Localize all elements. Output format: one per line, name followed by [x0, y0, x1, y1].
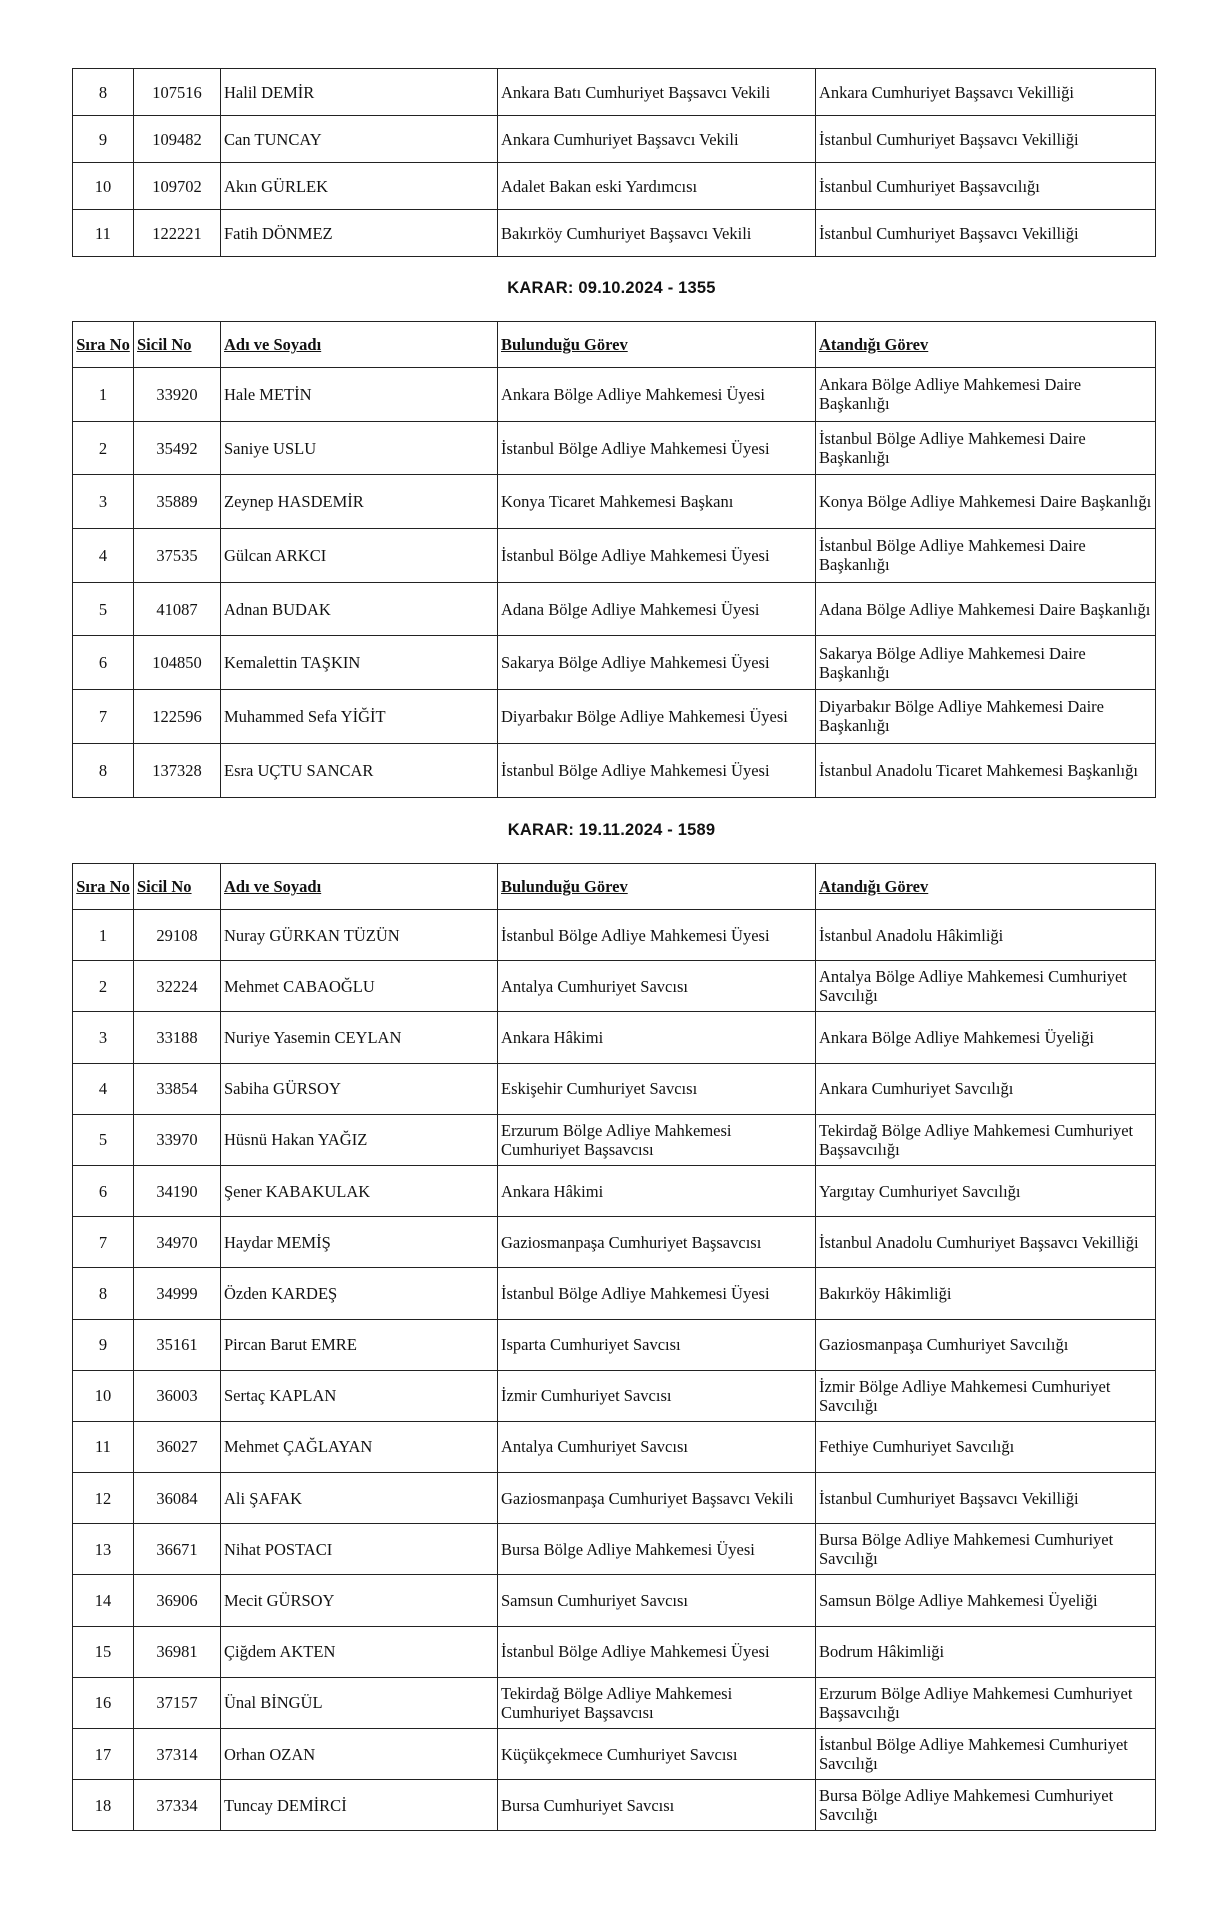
name-cell: Şener KABAKULAK: [221, 1165, 498, 1216]
current-post-cell: Adalet Bakan eski Yardımcısı: [498, 163, 816, 210]
header-sicil-no: Sicil No: [134, 864, 221, 910]
decision-heading-1: KARAR: 09.10.2024 - 1355: [507, 279, 716, 297]
name-cell: Akın GÜRLEK: [221, 163, 498, 210]
assigned-post-cell: İstanbul Cumhuriyet Başsavcı Vekilliği: [816, 1473, 1156, 1524]
assigned-post-cell: Ankara Cumhuriyet Savcılığı: [816, 1063, 1156, 1114]
registry-number-cell: 37314: [134, 1729, 221, 1780]
assigned-post-cell: İstanbul Bölge Adliye Mahkemesi Daire Başkanlığı: [816, 421, 1156, 475]
assigned-post-cell: Antalya Bölge Adliye Mahkemesi Cumhuriyet Savcılığı: [816, 961, 1156, 1012]
row-number-cell: 6: [73, 1165, 134, 1216]
table-row: [73, 163, 1156, 210]
registry-number-cell: 37334: [134, 1780, 221, 1831]
header-assigned-post: Atandığı Görev: [816, 864, 1156, 910]
registry-number-cell: 36671: [134, 1524, 221, 1575]
name-cell: Esra UÇTU SANCAR: [221, 743, 498, 797]
assigned-post-cell: Bodrum Hâkimliği: [816, 1626, 1156, 1677]
current-post-cell: Ankara Hâkimi: [498, 1165, 816, 1216]
row-number-cell: 1: [73, 368, 134, 422]
assigned-post-cell: Sakarya Bölge Adliye Mahkemesi Daire Başkanlığı: [816, 636, 1156, 690]
registry-number-cell: 29108: [134, 910, 221, 961]
header-current-post: Bulunduğu Görev: [498, 322, 816, 368]
current-post-cell: Sakarya Bölge Adliye Mahkemesi Üyesi: [498, 636, 816, 690]
assigned-post-cell: Adana Bölge Adliye Mahkemesi Daire Başkanlığı: [816, 582, 1156, 636]
header-sira-no: Sıra No: [73, 864, 134, 910]
table-row: [73, 116, 1156, 163]
table-row: [73, 475, 1156, 529]
table-row: [73, 1114, 1156, 1165]
name-cell: Hüsnü Hakan YAĞIZ: [221, 1114, 498, 1165]
assigned-post-cell: Diyarbakır Bölge Adliye Mahkemesi Daire Başkanlığı: [816, 690, 1156, 744]
name-cell: Sabiha GÜRSOY: [221, 1063, 498, 1114]
row-number-cell: 9: [73, 1319, 134, 1370]
current-post-cell: İstanbul Bölge Adliye Mahkemesi Üyesi: [498, 1268, 816, 1319]
table-row: [73, 582, 1156, 636]
registry-number-cell: 35492: [134, 421, 221, 475]
table-row: [73, 910, 1156, 961]
row-number-cell: 8: [73, 69, 134, 116]
table-row: [73, 529, 1156, 583]
registry-number-cell: 41087: [134, 582, 221, 636]
table-header-row: [73, 864, 1156, 910]
name-cell: Çiğdem AKTEN: [221, 1626, 498, 1677]
table-row: [73, 1473, 1156, 1524]
assigned-post-cell: İstanbul Anadolu Cumhuriyet Başsavcı Vekilliği: [816, 1217, 1156, 1268]
name-cell: Mecit GÜRSOY: [221, 1575, 498, 1626]
table-row: [73, 1217, 1156, 1268]
assigned-post-cell: İstanbul Cumhuriyet Başsavcılığı: [816, 163, 1156, 210]
current-post-cell: Ankara Hâkimi: [498, 1012, 816, 1063]
registry-number-cell: 33970: [134, 1114, 221, 1165]
name-cell: Özden KARDEŞ: [221, 1268, 498, 1319]
name-cell: Ünal BİNGÜL: [221, 1677, 498, 1728]
current-post-cell: Adana Bölge Adliye Mahkemesi Üyesi: [498, 582, 816, 636]
current-post-cell: Gaziosmanpaşa Cumhuriyet Başsavcısı: [498, 1217, 816, 1268]
row-number-cell: 7: [73, 690, 134, 744]
registry-number-cell: 109482: [134, 116, 221, 163]
registry-number-cell: 104850: [134, 636, 221, 690]
table-header-row: [73, 322, 1156, 368]
row-number-cell: 16: [73, 1677, 134, 1728]
assigned-post-cell: Bursa Bölge Adliye Mahkemesi Cumhuriyet Savcılığı: [816, 1780, 1156, 1831]
assigned-post-cell: Erzurum Bölge Adliye Mahkemesi Cumhuriyet Başsavcılığı: [816, 1677, 1156, 1728]
assigned-post-cell: Samsun Bölge Adliye Mahkemesi Üyeliği: [816, 1575, 1156, 1626]
assigned-post-cell: Gaziosmanpaşa Cumhuriyet Savcılığı: [816, 1319, 1156, 1370]
registry-number-cell: 34970: [134, 1217, 221, 1268]
row-number-cell: 3: [73, 1012, 134, 1063]
header-current-post: Bulunduğu Görev: [498, 864, 816, 910]
name-cell: Pircan Barut EMRE: [221, 1319, 498, 1370]
table-row: [73, 1677, 1156, 1728]
row-number-cell: 14: [73, 1575, 134, 1626]
table-row: [73, 69, 1156, 116]
current-post-cell: İstanbul Bölge Adliye Mahkemesi Üyesi: [498, 910, 816, 961]
name-cell: Gülcan ARKCI: [221, 529, 498, 583]
row-number-cell: 4: [73, 1063, 134, 1114]
name-cell: Haydar MEMİŞ: [221, 1217, 498, 1268]
assigned-post-cell: Ankara Bölge Adliye Mahkemesi Daire Başkanlığı: [816, 368, 1156, 422]
registry-number-cell: 33920: [134, 368, 221, 422]
name-cell: Tuncay DEMİRCİ: [221, 1780, 498, 1831]
table-row: [73, 636, 1156, 690]
registry-number-cell: 32224: [134, 961, 221, 1012]
registry-number-cell: 33188: [134, 1012, 221, 1063]
current-post-cell: İstanbul Bölge Adliye Mahkemesi Üyesi: [498, 421, 816, 475]
current-post-cell: Küçükçekmece Cumhuriyet Savcısı: [498, 1729, 816, 1780]
row-number-cell: 10: [73, 163, 134, 210]
current-post-cell: Bursa Cumhuriyet Savcısı: [498, 1780, 816, 1831]
row-number-cell: 5: [73, 582, 134, 636]
current-post-cell: Isparta Cumhuriyet Savcısı: [498, 1319, 816, 1370]
table-row: [73, 743, 1156, 797]
header-name: Adı ve Soyadı: [221, 322, 498, 368]
name-cell: Can TUNCAY: [221, 116, 498, 163]
row-number-cell: 11: [73, 1421, 134, 1472]
row-number-cell: 11: [73, 210, 134, 257]
table-row: [73, 1626, 1156, 1677]
row-number-cell: 8: [73, 743, 134, 797]
table-row: [73, 1524, 1156, 1575]
name-cell: Ali ŞAFAK: [221, 1473, 498, 1524]
name-cell: Hale METİN: [221, 368, 498, 422]
name-cell: Nuriye Yasemin CEYLAN: [221, 1012, 498, 1063]
assigned-post-cell: Ankara Bölge Adliye Mahkemesi Üyeliği: [816, 1012, 1156, 1063]
row-number-cell: 4: [73, 529, 134, 583]
current-post-cell: Antalya Cumhuriyet Savcısı: [498, 1421, 816, 1472]
row-number-cell: 7: [73, 1217, 134, 1268]
header-name: Adı ve Soyadı: [221, 864, 498, 910]
registry-number-cell: 36981: [134, 1626, 221, 1677]
assigned-post-cell: İstanbul Anadolu Hâkimliği: [816, 910, 1156, 961]
current-post-cell: Tekirdağ Bölge Adliye Mahkemesi Cumhuriyet Başsavcısı: [498, 1677, 816, 1728]
registry-number-cell: 34190: [134, 1165, 221, 1216]
assigned-post-cell: Ankara Cumhuriyet Başsavcı Vekilliği: [816, 69, 1156, 116]
name-cell: Saniye USLU: [221, 421, 498, 475]
registry-number-cell: 137328: [134, 743, 221, 797]
registry-number-cell: 36906: [134, 1575, 221, 1626]
current-post-cell: Bakırköy Cumhuriyet Başsavcı Vekili: [498, 210, 816, 257]
name-cell: Muhammed Sefa YİĞİT: [221, 690, 498, 744]
current-post-cell: Samsun Cumhuriyet Savcısı: [498, 1575, 816, 1626]
appointment-table-2: [72, 863, 1156, 1831]
registry-number-cell: 36084: [134, 1473, 221, 1524]
registry-number-cell: 107516: [134, 69, 221, 116]
row-number-cell: 17: [73, 1729, 134, 1780]
header-sicil-no: Sicil No: [134, 322, 221, 368]
name-cell: Halil DEMİR: [221, 69, 498, 116]
table-row: [73, 690, 1156, 744]
assigned-post-cell: İstanbul Cumhuriyet Başsavcı Vekilliği: [816, 210, 1156, 257]
row-number-cell: 18: [73, 1780, 134, 1831]
current-post-cell: Eskişehir Cumhuriyet Savcısı: [498, 1063, 816, 1114]
name-cell: Sertaç KAPLAN: [221, 1370, 498, 1421]
table-row: [73, 368, 1156, 422]
table-row: [73, 1780, 1156, 1831]
row-number-cell: 2: [73, 961, 134, 1012]
assigned-post-cell: Yargıtay Cumhuriyet Savcılığı: [816, 1165, 1156, 1216]
table-row: [73, 1063, 1156, 1114]
current-post-cell: İstanbul Bölge Adliye Mahkemesi Üyesi: [498, 1626, 816, 1677]
assigned-post-cell: Bakırköy Hâkimliği: [816, 1268, 1156, 1319]
name-cell: Nihat POSTACI: [221, 1524, 498, 1575]
row-number-cell: 1: [73, 910, 134, 961]
current-post-cell: Bursa Bölge Adliye Mahkemesi Üyesi: [498, 1524, 816, 1575]
registry-number-cell: 122596: [134, 690, 221, 744]
header-sira-no: Sıra No: [73, 322, 134, 368]
table-row: [73, 1421, 1156, 1472]
table-row: [73, 961, 1156, 1012]
registry-number-cell: 35161: [134, 1319, 221, 1370]
registry-number-cell: 35889: [134, 475, 221, 529]
row-number-cell: 3: [73, 475, 134, 529]
name-cell: Orhan OZAN: [221, 1729, 498, 1780]
table-row: [73, 1370, 1156, 1421]
name-cell: Nuray GÜRKAN TÜZÜN: [221, 910, 498, 961]
current-post-cell: Ankara Batı Cumhuriyet Başsavcı Vekili: [498, 69, 816, 116]
row-number-cell: 8: [73, 1268, 134, 1319]
table-row: [73, 1268, 1156, 1319]
name-cell: Mehmet ÇAĞLAYAN: [221, 1421, 498, 1472]
registry-number-cell: 109702: [134, 163, 221, 210]
table-row: [73, 1729, 1156, 1780]
row-number-cell: 10: [73, 1370, 134, 1421]
row-number-cell: 2: [73, 421, 134, 475]
appointment-table-1: [72, 321, 1156, 798]
assigned-post-cell: İstanbul Bölge Adliye Mahkemesi Daire Başkanlığı: [816, 529, 1156, 583]
table-row: [73, 1575, 1156, 1626]
registry-number-cell: 33854: [134, 1063, 221, 1114]
registry-number-cell: 36003: [134, 1370, 221, 1421]
name-cell: Fatih DÖNMEZ: [221, 210, 498, 257]
current-post-cell: Erzurum Bölge Adliye Mahkemesi Cumhuriyet Başsavcısı: [498, 1114, 816, 1165]
decision-heading-2: KARAR: 19.11.2024 - 1589: [507, 821, 716, 839]
current-post-cell: Antalya Cumhuriyet Savcısı: [498, 961, 816, 1012]
assigned-post-cell: Fethiye Cumhuriyet Savcılığı: [816, 1421, 1156, 1472]
registry-number-cell: 37535: [134, 529, 221, 583]
assigned-post-cell: Konya Bölge Adliye Mahkemesi Daire Başkanlığı: [816, 475, 1156, 529]
assigned-post-cell: Tekirdağ Bölge Adliye Mahkemesi Cumhuriyet Başsavcılığı: [816, 1114, 1156, 1165]
assigned-post-cell: İstanbul Anadolu Ticaret Mahkemesi Başkanlığı: [816, 743, 1156, 797]
table-row: [73, 210, 1156, 257]
appointment-table-continued: [72, 68, 1156, 257]
name-cell: Zeynep HASDEMİR: [221, 475, 498, 529]
assigned-post-cell: İzmir Bölge Adliye Mahkemesi Cumhuriyet Savcılığı: [816, 1370, 1156, 1421]
current-post-cell: İstanbul Bölge Adliye Mahkemesi Üyesi: [498, 529, 816, 583]
row-number-cell: 12: [73, 1473, 134, 1524]
name-cell: Adnan BUDAK: [221, 582, 498, 636]
current-post-cell: Ankara Cumhuriyet Başsavcı Vekili: [498, 116, 816, 163]
row-number-cell: 15: [73, 1626, 134, 1677]
row-number-cell: 13: [73, 1524, 134, 1575]
current-post-cell: Diyarbakır Bölge Adliye Mahkemesi Üyesi: [498, 690, 816, 744]
row-number-cell: 6: [73, 636, 134, 690]
registry-number-cell: 34999: [134, 1268, 221, 1319]
name-cell: Mehmet CABAOĞLU: [221, 961, 498, 1012]
table-row: [73, 421, 1156, 475]
assigned-post-cell: İstanbul Cumhuriyet Başsavcı Vekilliği: [816, 116, 1156, 163]
assigned-post-cell: İstanbul Bölge Adliye Mahkemesi Cumhuriyet Savcılığı: [816, 1729, 1156, 1780]
table-row: [73, 1012, 1156, 1063]
table-row: [73, 1319, 1156, 1370]
header-assigned-post: Atandığı Görev: [816, 322, 1156, 368]
current-post-cell: Gaziosmanpaşa Cumhuriyet Başsavcı Vekili: [498, 1473, 816, 1524]
registry-number-cell: 36027: [134, 1421, 221, 1472]
table-row: [73, 1165, 1156, 1216]
current-post-cell: İstanbul Bölge Adliye Mahkemesi Üyesi: [498, 743, 816, 797]
registry-number-cell: 37157: [134, 1677, 221, 1728]
row-number-cell: 9: [73, 116, 134, 163]
assigned-post-cell: Bursa Bölge Adliye Mahkemesi Cumhuriyet Savcılığı: [816, 1524, 1156, 1575]
current-post-cell: Ankara Bölge Adliye Mahkemesi Üyesi: [498, 368, 816, 422]
name-cell: Kemalettin TAŞKIN: [221, 636, 498, 690]
row-number-cell: 5: [73, 1114, 134, 1165]
current-post-cell: İzmir Cumhuriyet Savcısı: [498, 1370, 816, 1421]
current-post-cell: Konya Ticaret Mahkemesi Başkanı: [498, 475, 816, 529]
registry-number-cell: 122221: [134, 210, 221, 257]
